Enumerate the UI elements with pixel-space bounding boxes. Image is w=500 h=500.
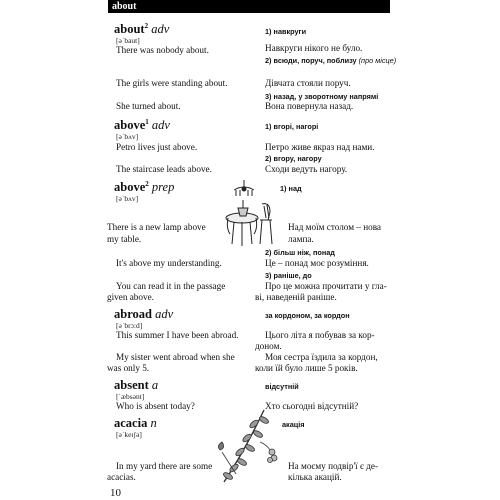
running-header: about <box>108 0 390 13</box>
phonetic: [əˈbʌv] <box>116 194 139 203</box>
example-en: was only 5. <box>107 363 150 373</box>
phonetic: [ˈæbsənt] <box>116 392 145 401</box>
example-en: The staircase leads above. <box>116 164 212 174</box>
sense: 2) більш ніж, понад <box>265 248 335 257</box>
example-uk: На моєму подвір'ї є де- <box>288 461 379 471</box>
headword-above2: above$^2$ prep <box>114 180 175 195</box>
example-uk: доном. <box>255 341 282 351</box>
sense: 1) вгорі, нагорі <box>265 122 319 131</box>
example-uk: коли їй було лише 5 років. <box>255 363 358 373</box>
example-en: There is a new lamp above <box>107 222 206 232</box>
example-en: acacias. <box>107 472 136 482</box>
acacia-branch-illustration <box>214 402 282 486</box>
example-en: It's above my understanding. <box>116 258 222 268</box>
example-uk: Навкруги нікого не було. <box>265 43 363 53</box>
example-en: She turned about. <box>116 101 181 111</box>
sense: 2) вгору, нагору <box>265 154 322 163</box>
headword-absent: absent a <box>114 378 159 392</box>
sense: 3) раніше, до <box>265 271 312 280</box>
example-uk: Про це можна прочитати у гла- <box>265 281 387 291</box>
page-number: 10 <box>110 487 121 499</box>
example-uk: кілька акацій. <box>288 472 342 482</box>
translation: відсутній <box>265 382 299 391</box>
example-en: This summer I have been abroad. <box>116 330 239 340</box>
example-uk: Вона повернула назад. <box>265 101 354 111</box>
phonetic: [əˈkeɪʃə] <box>116 430 142 439</box>
headword-abroad: abroad adv <box>114 307 174 321</box>
example-uk: Це – понад моє розуміння. <box>265 258 369 268</box>
translation: акація <box>282 420 305 429</box>
example-en: given above. <box>107 292 154 302</box>
example-en: my table. <box>107 234 142 244</box>
example-uk: ві, наведеній раніше. <box>255 292 337 302</box>
example-uk: лампа. <box>288 234 314 244</box>
example-en: Petro lives just above. <box>116 142 198 152</box>
phonetic: [əˈbaut] <box>116 36 140 45</box>
headword-above1: above$^1$ adv <box>114 118 170 133</box>
phonetic: [əˈbrɔ:d] <box>116 321 143 330</box>
headword-about2: about$^2$ adv <box>114 22 170 37</box>
headword-acacia: acacia n <box>114 416 157 430</box>
phonetic: [əˈbʌv] <box>116 132 139 141</box>
example-uk: Моя сестра їздила за кордон, <box>265 352 378 362</box>
sense: 2) всюди, поруч, поблизу (про місце) <box>265 56 397 65</box>
sense: за кордоном, за кордон <box>265 311 350 320</box>
example-en: Who is absent today? <box>116 401 195 411</box>
example-en: In my yard there are some <box>116 461 213 471</box>
sense: 1) над <box>280 184 302 193</box>
example-uk: Цього літа я побував за кор- <box>265 330 375 340</box>
example-uk: Сходи ведуть нагору. <box>265 164 348 174</box>
example-uk: Петро живе якраз над нами. <box>265 142 375 152</box>
example-uk: Дівчата стояли поруч. <box>265 78 351 88</box>
example-en: The girls were standing about. <box>116 78 228 88</box>
example-en: My sister went abroad when she <box>116 352 235 362</box>
example-uk: Над моїм столом – нова <box>288 222 382 232</box>
example-en: You can read it in the passage <box>116 281 226 291</box>
example-uk: Хто сьогодні відсутній? <box>265 401 359 411</box>
sense: 3) назад, у зворотному напрямі <box>265 92 379 101</box>
example-en: There was nobody about. <box>116 45 209 55</box>
sense: 1) навкруги <box>265 27 307 36</box>
lamp-table-chair-illustration <box>214 178 278 250</box>
